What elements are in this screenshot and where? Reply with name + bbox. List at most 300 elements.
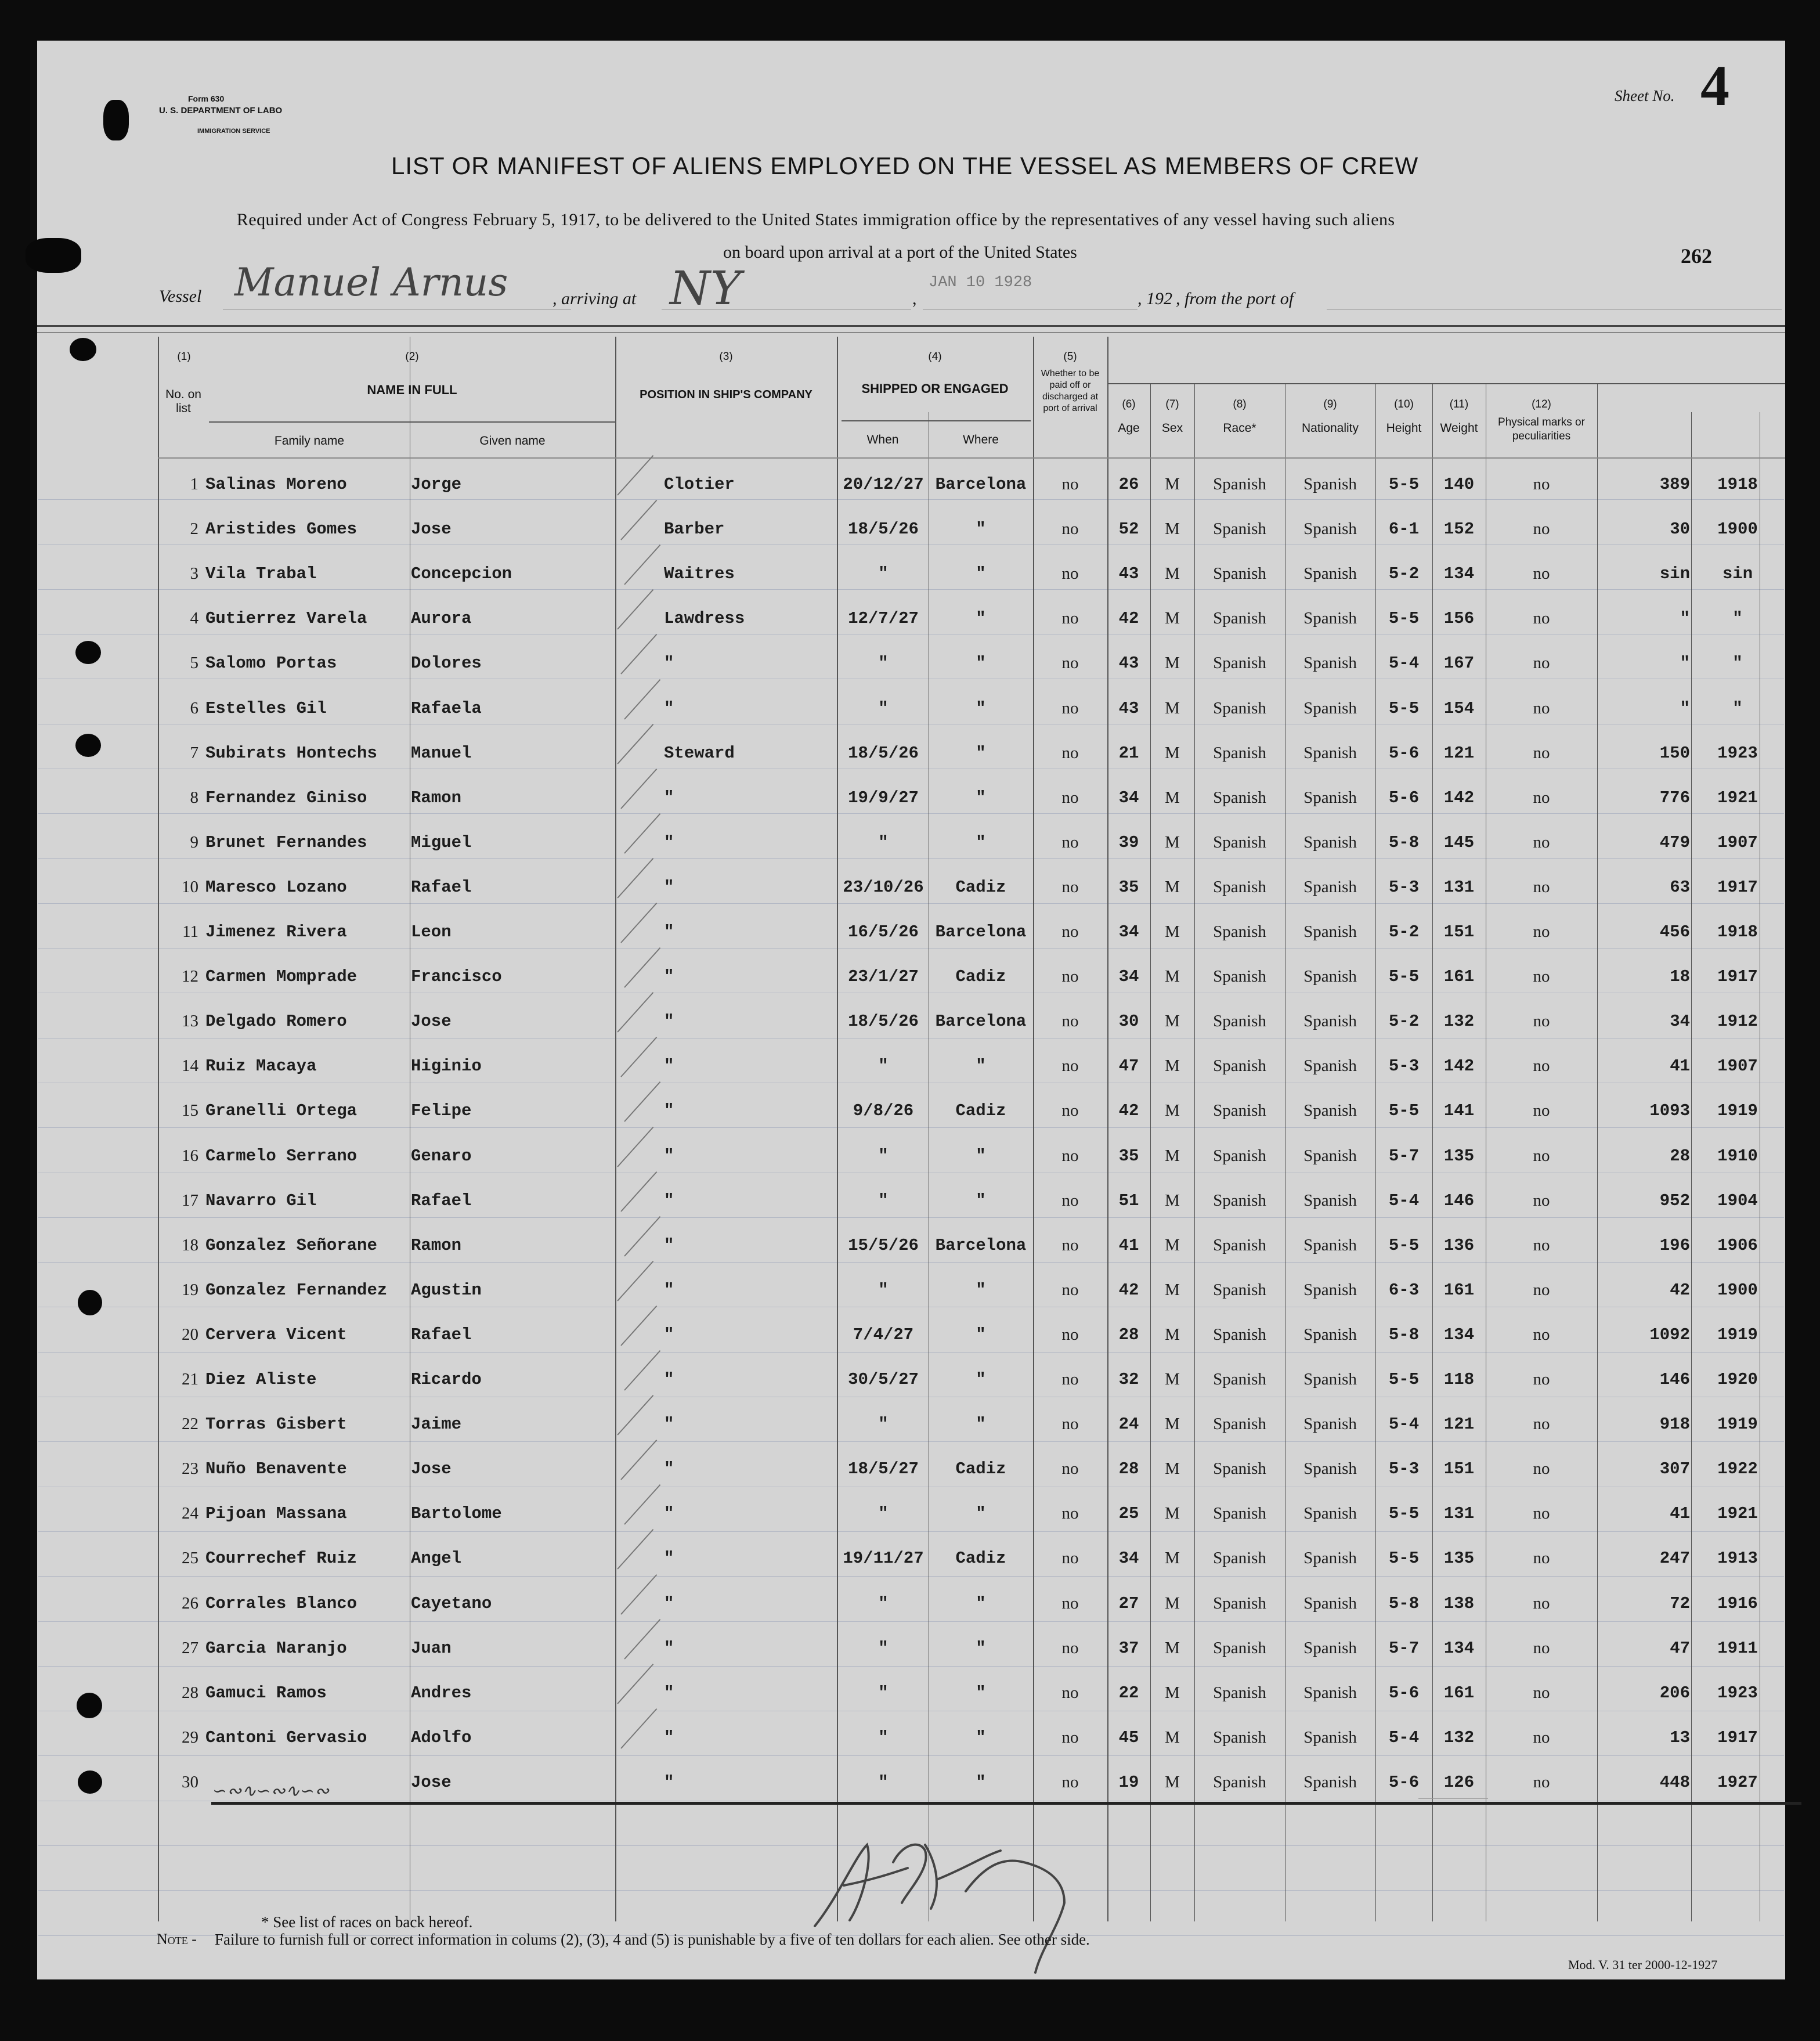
position-cell: " [664,1280,674,1300]
race-cell: Spanish [1213,1415,1266,1434]
position-cell: " [664,877,674,897]
height-cell: 5-8 [1388,1593,1420,1613]
ruled-line [38,1127,1784,1128]
height-cell: 5-5 [1388,1101,1420,1121]
extra-year-cell: 1923 [1717,1683,1758,1703]
height-cell: 5-6 [1388,743,1420,763]
position-cell: " [664,788,674,807]
extra-year-cell: 1900 [1717,520,1758,539]
race-cell: Spanish [1213,1504,1266,1523]
extra-number-cell: 1093 [1649,1101,1690,1121]
extra-number-cell: 456 [1659,922,1690,942]
sex-cell: M [1165,1459,1180,1479]
extra-year-cell: 1904 [1717,1191,1758,1210]
paid-off-cell: no [1061,475,1079,493]
header-weight: Weight [1440,421,1478,435]
inspector-signature [792,1810,1140,1984]
extra-number-cell: 41 [1670,1056,1690,1076]
age-cell: 52 [1118,520,1139,539]
shipped-where-cell: Barcelona [935,922,1027,942]
sex-cell: M [1165,743,1180,762]
nationality-cell: Spanish [1303,1235,1357,1254]
weight-cell: 141 [1443,1101,1475,1121]
given-name-cell: Rafaela [411,698,482,718]
note-label: Note - [157,1931,197,1948]
check-mark [617,1529,653,1570]
physical-marks-cell: no [1533,1280,1550,1299]
physical-marks-cell: no [1533,698,1550,717]
colnum-4: (4) [928,351,942,363]
height-cell: 6-3 [1388,1280,1420,1300]
weight-cell: 121 [1443,743,1475,763]
physical-marks-cell: no [1533,1146,1550,1165]
family-name-cell: Carmelo Serrano [205,1146,358,1166]
check-mark [624,813,660,854]
extra-number-cell: 18 [1670,967,1690,987]
height-cell: 5-5 [1388,1549,1420,1568]
weight-cell: 131 [1443,1504,1475,1524]
given-name-cell: Aurora [411,609,472,629]
check-mark [624,1619,660,1660]
check-mark [617,1395,653,1436]
paid-off-cell: no [1061,832,1079,852]
shipped-where-cell: Barcelona [935,1012,1027,1032]
age-cell: 35 [1118,877,1139,897]
row-number: 5 [190,654,198,673]
position-cell: " [664,1370,674,1389]
row-number: 21 [182,1370,198,1389]
weight-cell: 167 [1443,654,1475,673]
position-cell: " [664,922,674,942]
binder-hole-2 [75,641,101,664]
weight-cell: 135 [1443,1549,1475,1568]
family-name-cell: Gutierrez Varela [205,609,367,629]
extra-year-cell: 1912 [1717,1012,1758,1032]
extra-year-cell: 1917 [1717,967,1758,987]
extra-number-cell: 952 [1659,1191,1690,1210]
ruled-line [38,1621,1784,1622]
age-cell: 28 [1118,1325,1139,1344]
shipped-when-cell: 9/8/26 [853,1101,914,1121]
shipped-when-cell: 18/5/27 [848,1459,919,1479]
col-divider-13 [1691,412,1692,1921]
extra-year-cell: 1919 [1717,1415,1758,1434]
paid-off-cell: no [1061,1101,1079,1120]
header-line-right [1107,383,1785,384]
extra-year-cell: 1919 [1717,1325,1758,1344]
extra-number-cell: 34 [1670,1012,1690,1032]
header-sex: Sex [1161,421,1183,435]
ruled-line [38,1352,1784,1353]
row-number: 14 [182,1056,198,1076]
header-nationality: Nationality [1301,421,1359,435]
height-cell: 5-3 [1388,1056,1420,1076]
shipped-when-cell: 23/10/26 [843,877,924,897]
sex-cell: M [1165,1683,1180,1702]
shipped-subheader-line [842,420,1031,421]
check-mark [620,1708,657,1749]
given-name-cell: Higinio [411,1056,482,1076]
paid-off-cell: no [1061,1415,1079,1434]
race-cell: Spanish [1213,1728,1266,1747]
sex-cell: M [1165,1415,1180,1434]
age-cell: 41 [1118,1235,1139,1255]
extra-number-cell: 30 [1670,520,1690,539]
row-number: 19 [182,1280,198,1299]
position-cell: Waitres [664,564,735,584]
given-name-cell: Andres [411,1683,472,1703]
position-cell: " [664,1593,674,1613]
paid-off-cell: no [1061,609,1079,628]
nationality-cell: Spanish [1303,609,1357,628]
row-number: 4 [190,609,198,628]
paid-off-cell: no [1061,1370,1079,1389]
age-cell: 34 [1118,967,1139,987]
check-mark [624,679,660,719]
paid-off-cell: no [1061,1056,1079,1076]
check-mark [624,1216,660,1257]
weight-cell: 145 [1443,832,1475,852]
extra-year-cell: 1927 [1717,1772,1758,1792]
nationality-cell: Spanish [1303,520,1357,539]
nationality-cell: Spanish [1303,1504,1357,1523]
height-cell: 5-5 [1388,967,1420,987]
nationality-cell: Spanish [1303,922,1357,941]
check-mark [624,1350,660,1391]
position-cell: " [664,1415,674,1434]
extra-number-cell: 42 [1670,1280,1690,1300]
shipped-where-cell: " [976,1638,986,1658]
extra-number-cell: 1092 [1649,1325,1690,1344]
shipped-where-cell: Cadiz [955,967,1006,987]
race-cell: Spanish [1213,1772,1266,1791]
extra-number-cell: 448 [1659,1772,1690,1792]
extra-year-cell: 1906 [1717,1235,1758,1255]
colnum-5: (5) [1063,351,1077,363]
paid-off-cell: no [1061,1772,1079,1791]
ruled-line [38,589,1784,590]
height-cell: 5-7 [1388,1146,1420,1166]
position-cell: Steward [664,743,735,763]
ruled-line [38,1531,1784,1532]
shipped-where-cell: " [976,1191,986,1210]
shipped-where-cell: " [976,698,986,718]
shipped-when-cell: 7/4/27 [853,1325,914,1344]
physical-marks-cell: no [1533,1683,1550,1702]
family-name-cell: Delgado Romero [205,1012,347,1032]
shipped-when-cell: " [878,1415,889,1434]
shipped-where-cell: " [976,788,986,807]
weight-cell: 142 [1443,1056,1475,1076]
vessel-name: Manuel Arnus [234,260,508,305]
shipped-where-cell: " [976,1280,986,1300]
shipped-when-cell: " [878,1772,889,1792]
weight-cell: 134 [1443,1638,1475,1658]
weight-cell: 126 [1443,1772,1475,1792]
family-name-cell: Subirats Hontechs [205,743,377,763]
physical-marks-cell: no [1533,832,1550,852]
header-age: Age [1118,421,1140,435]
header-race: Race* [1223,421,1256,435]
height-cell: 5-8 [1388,832,1420,852]
physical-marks-cell: no [1533,564,1550,583]
extra-year-cell: 1917 [1717,877,1758,897]
binder-hole-4 [78,1290,102,1315]
sex-cell: M [1165,1146,1180,1165]
position-cell: " [664,1235,674,1255]
service-name: IMMIGRATION SERVICE [197,128,270,135]
paid-off-cell: no [1061,1325,1079,1344]
age-cell: 45 [1118,1728,1139,1747]
weight-cell: 132 [1443,1012,1475,1032]
shipped-when-cell: " [878,564,889,584]
nationality-cell: Spanish [1303,1728,1357,1747]
nationality-cell: Spanish [1303,967,1357,986]
shipped-when-cell: " [878,1191,889,1210]
colnum-3: (3) [719,351,733,363]
given-name-cell: Concepcion [411,564,512,584]
header-height: Height [1386,421,1422,435]
race-cell: Spanish [1213,698,1266,717]
position-cell: " [664,967,674,987]
family-name-cell: Corrales Blanco [205,1593,358,1613]
check-mark [617,1261,653,1301]
row-number: 29 [182,1728,198,1747]
extra-year-cell: 1907 [1717,832,1758,852]
race-cell: Spanish [1213,654,1266,673]
binder-hole-5 [77,1693,102,1718]
paid-off-cell: no [1061,1504,1079,1523]
paid-off-cell: no [1061,877,1079,896]
age-cell: 24 [1118,1415,1139,1434]
ruled-line [38,499,1784,500]
row-number: 18 [182,1235,198,1254]
shipped-when-cell: " [878,654,889,673]
check-mark [617,455,653,496]
weight-cell: 136 [1443,1235,1475,1255]
name-subheader-line [209,421,615,423]
subtitle-line2: on board upon arrival at a port of the United States [723,243,1077,262]
given-name-cell: Cayetano [411,1593,492,1613]
shipped-when-cell: 18/5/26 [848,1012,919,1032]
sex-cell: M [1165,475,1180,493]
colnum-10: (10) [1394,398,1414,410]
nationality-cell: Spanish [1303,1459,1357,1479]
race-cell: Spanish [1213,1280,1266,1299]
colnum-2: (2) [405,351,419,363]
given-name-cell: Genaro [411,1146,472,1166]
height-cell: 5-5 [1388,475,1420,494]
year-label: , 192 [1138,289,1172,308]
weight-cell: 151 [1443,1459,1475,1479]
height-cell: 5-5 [1388,1504,1420,1524]
paid-off-cell: no [1061,1549,1079,1568]
nationality-cell: Spanish [1303,877,1357,896]
nationality-cell: Spanish [1303,1012,1357,1031]
age-cell: 32 [1118,1370,1139,1389]
family-name-cell: Courrechef Ruiz [205,1549,358,1568]
header-family-name: Family name [274,434,345,448]
race-cell: Spanish [1213,520,1266,539]
weight-cell: 132 [1443,1728,1475,1747]
paid-off-cell: no [1061,743,1079,762]
weight-cell: 131 [1443,877,1475,897]
height-cell: 5-6 [1388,788,1420,807]
row-number: 27 [182,1638,198,1657]
shipped-when-cell: 30/5/27 [848,1370,919,1389]
shipped-when-cell: 20/12/27 [843,475,924,494]
row-30-family-scribble: ∽∾∿∽∾∿∽∾ [212,1781,330,1801]
shipped-where-cell: " [976,654,986,673]
check-mark [617,992,653,1033]
nationality-cell: Spanish [1303,1772,1357,1791]
extra-year-cell: 1911 [1717,1638,1758,1658]
physical-marks-cell: no [1533,1012,1550,1031]
sex-cell: M [1165,564,1180,583]
binder-hole-1 [70,338,96,361]
age-cell: 37 [1118,1638,1139,1658]
nationality-cell: Spanish [1303,564,1357,583]
shipped-when-cell: " [878,1683,889,1703]
position-cell: " [664,832,674,852]
given-name-cell: Jaime [411,1415,462,1434]
nationality-cell: Spanish [1303,788,1357,807]
height-cell: 5-6 [1388,1683,1420,1703]
given-name-cell: Ricardo [411,1370,482,1389]
position-cell: " [664,1325,674,1344]
age-cell: 43 [1118,698,1139,718]
age-cell: 51 [1118,1191,1139,1210]
row-number: 30 [182,1772,198,1791]
weight-cell: 134 [1443,1325,1475,1344]
paid-off-cell: no [1061,1683,1079,1702]
paid-off-cell: no [1061,1728,1079,1747]
nationality-cell: Spanish [1303,832,1357,852]
paid-off-cell: no [1061,1146,1079,1165]
extra-year-cell: " [1732,698,1743,718]
race-cell: Spanish [1213,1593,1266,1613]
shipped-when-cell: " [878,1638,889,1658]
col-divider-12 [1597,383,1598,1921]
family-name-cell: Maresco Lozano [205,877,347,897]
check-mark [620,769,657,809]
check-mark [624,947,660,988]
given-name-cell: Rafael [411,877,472,897]
shipped-where-cell: " [976,1415,986,1434]
ruled-line [38,858,1784,859]
shipped-where-cell: " [976,1370,986,1389]
extra-year-cell: 1921 [1717,1504,1758,1524]
shipped-when-cell: " [878,698,889,718]
physical-marks-cell: no [1533,1325,1550,1344]
nationality-cell: Spanish [1303,1191,1357,1210]
extra-number-cell: 389 [1659,475,1690,494]
race-cell: Spanish [1213,1146,1266,1165]
note-text: Failure to furnish full or correct information in colums (2), (3), 4 and (5) is punishable by a five of ten dollars for each alien. See other side. [215,1931,1090,1948]
height-cell: 5-3 [1388,877,1420,897]
ruled-line [38,813,1784,814]
extra-number-cell: 918 [1659,1415,1690,1434]
shipped-where-cell: Barcelona [935,1235,1027,1255]
table-top-border-inner [37,332,1785,333]
weight-cell: 146 [1443,1191,1475,1210]
family-name-cell: Salomo Portas [205,654,337,673]
col-divider-1 [158,337,159,1921]
weight-cell: 135 [1443,1146,1475,1166]
arriving-port: NY [670,261,741,315]
age-cell: 47 [1118,1056,1139,1076]
ruled-line [38,1666,1784,1667]
race-cell: Spanish [1213,564,1266,583]
sheet-number: 4 [1700,53,1729,118]
height-cell: 5-3 [1388,1459,1420,1479]
row-number: 22 [182,1415,198,1434]
shipped-where-cell: " [976,1056,986,1076]
sex-cell: M [1165,832,1180,852]
nationality-cell: Spanish [1303,1415,1357,1434]
sex-cell: M [1165,1504,1180,1523]
age-cell: 42 [1118,609,1139,629]
given-name-cell: Bartolome [411,1504,502,1524]
check-mark [620,1306,657,1346]
from-label: , from the port of [1176,289,1294,308]
shipped-when-cell: 18/5/26 [848,520,919,539]
race-note: * See list of races on back hereof. [261,1913,473,1931]
physical-marks-cell: no [1533,1728,1550,1747]
row-number: 20 [182,1325,198,1344]
position-cell: Lawdress [664,609,745,629]
extra-number-cell: 63 [1670,877,1690,897]
race-cell: Spanish [1213,877,1266,896]
age-cell: 28 [1118,1459,1139,1479]
row-number: 3 [190,564,198,583]
shipped-when-cell: " [878,1280,889,1300]
shipped-when-cell: " [878,1056,889,1076]
extra-number-cell: 776 [1659,788,1690,807]
paid-off-cell: no [1061,520,1079,539]
ruled-line [38,1576,1784,1577]
physical-marks-cell: no [1533,654,1550,673]
physical-marks-cell: no [1533,788,1550,807]
row-number: 8 [190,788,198,807]
family-name-cell: Navarro Gil [205,1191,317,1210]
extra-number-cell: sin [1659,564,1690,584]
given-name-cell: Rafael [411,1325,472,1344]
given-name-cell: Adolfo [411,1728,472,1747]
race-cell: Spanish [1213,1235,1266,1254]
check-mark [624,544,660,585]
race-cell: Spanish [1213,1549,1266,1568]
header-given-name: Given name [479,434,546,448]
header-where: Where [963,433,999,446]
position-cell: " [664,1146,674,1166]
given-name-cell: Miguel [411,832,472,852]
arriving-label: , arriving at [552,289,637,308]
age-cell: 26 [1118,475,1139,494]
sex-cell: M [1165,1638,1180,1657]
sex-cell: M [1165,520,1180,539]
shipped-where-cell: Cadiz [955,1459,1006,1479]
sex-cell: M [1165,609,1180,628]
extra-year-cell: 1920 [1717,1370,1758,1389]
check-mark [617,858,653,899]
stamp-number: 262 [1681,244,1712,268]
row-30-strike-line [211,1802,1801,1805]
nationality-cell: Spanish [1303,654,1357,673]
shipped-where-cell: Cadiz [955,1549,1006,1568]
position-cell: " [664,1683,674,1703]
age-cell: 39 [1118,832,1139,852]
